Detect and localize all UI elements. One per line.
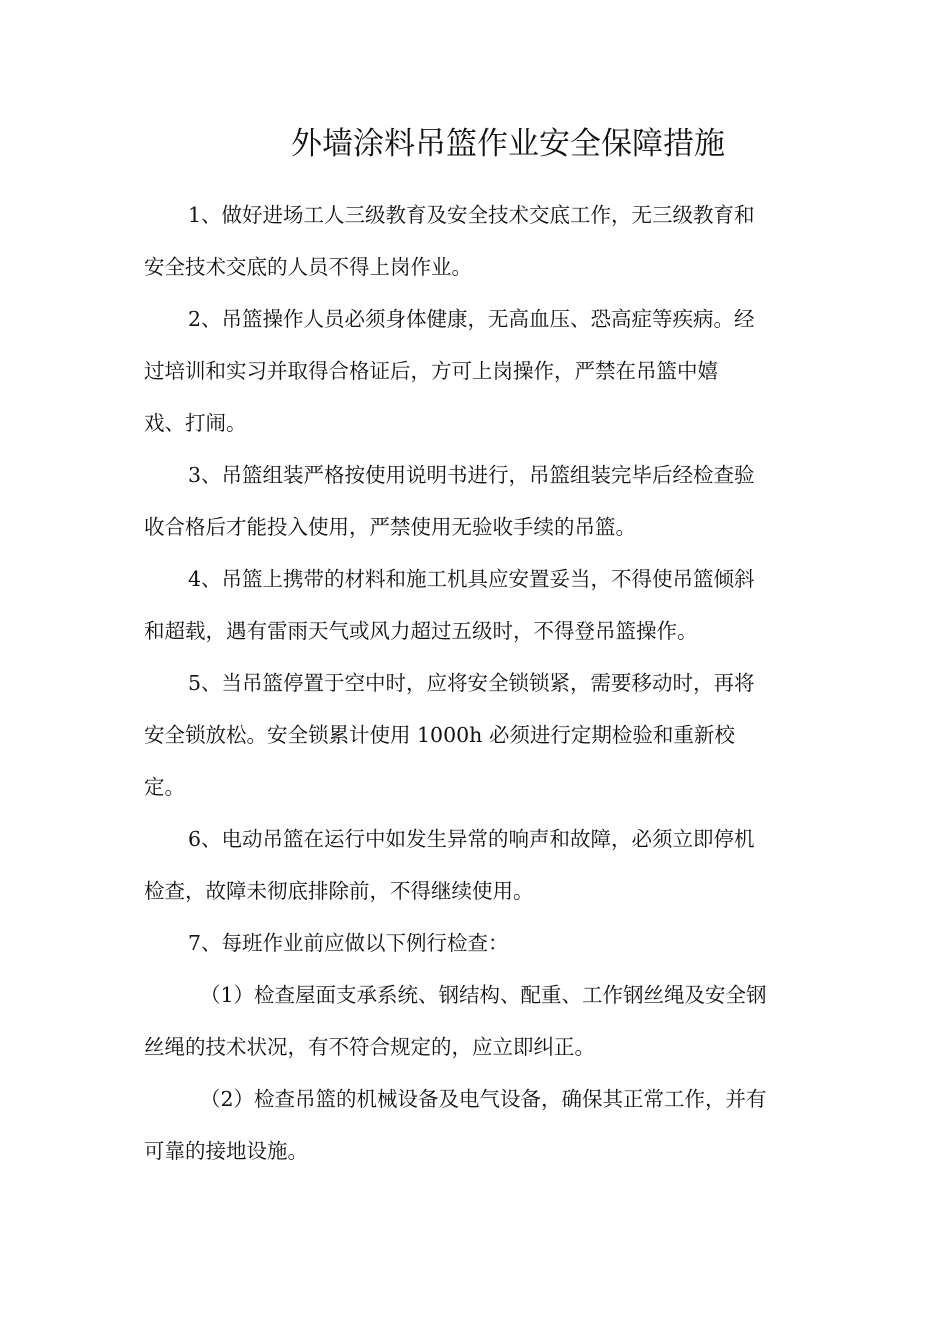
- paragraph-line: 检查，故障未彻底排除前，不得继续使用。: [144, 879, 534, 903]
- paragraph-line: 3、吊篮组装严格按使用说明书进行，吊篮组装完毕后经检查验: [188, 463, 755, 487]
- paragraph-line: 6、电动吊篮在运行中如发生异常的响声和故障，必须立即停机: [188, 827, 755, 851]
- paragraph-line: 安全锁放松。安全锁累计使用 1000h 必须进行定期检验和重新校: [144, 723, 735, 747]
- paragraph-line: 1、做好进场工人三级教育及安全技术交底工作，无三级教育和: [188, 203, 755, 227]
- paragraph-line: 丝绳的技术状况，有不符合规定的，应立即纠正。: [144, 1035, 595, 1059]
- paragraph-line: 可靠的接地设施。: [144, 1139, 308, 1163]
- document-title: 外墙涂料吊篮作业安全保障措施: [291, 126, 725, 162]
- paragraph-line: （2）检查吊篮的机械设备及电气设备，确保其正常工作，并有: [200, 1087, 767, 1111]
- paragraph-line: （1）检查屋面支承系统、钢结构、配重、工作钢丝绳及安全钢: [200, 983, 767, 1007]
- paragraph-line: 2、吊篮操作人员必须身体健康，无高血压、恐高症等疾病。经: [188, 307, 755, 331]
- paragraph-line: 安全技术交底的人员不得上岗作业。: [144, 255, 472, 279]
- paragraph-line: 和超载，遇有雷雨天气或风力超过五级时，不得登吊篮操作。: [144, 619, 698, 643]
- document-body: [144, 189, 804, 1177]
- paragraph-1: [144, 189, 804, 293]
- paragraph-line: 收合格后才能投入使用，严禁使用无验收手续的吊篮。: [144, 515, 636, 539]
- sub-paragraph-2: [144, 1073, 804, 1177]
- sub-paragraph-1: [144, 969, 804, 1073]
- paragraph-line: 过培训和实习并取得合格证后，方可上岗操作，严禁在吊篮中嬉: [144, 359, 718, 383]
- paragraph-line: 戏、打闹。: [144, 411, 247, 435]
- paragraph-line: 7、每班作业前应做以下例行检查：: [188, 931, 509, 955]
- paragraph-4: [144, 553, 804, 657]
- paragraph-2: [144, 293, 804, 449]
- paragraph-3: [144, 449, 804, 553]
- paragraph-5: [144, 657, 804, 813]
- paragraph-line: 5、当吊篮停置于空中时，应将安全锁锁紧，需要移动时，再将: [188, 671, 755, 695]
- paragraph-line: 4、吊篮上携带的材料和施工机具应安置妥当，不得使吊篮倾斜: [188, 567, 755, 591]
- paragraph-7: [144, 917, 804, 969]
- paragraph-line: 定。: [144, 775, 185, 799]
- paragraph-6: [144, 813, 804, 917]
